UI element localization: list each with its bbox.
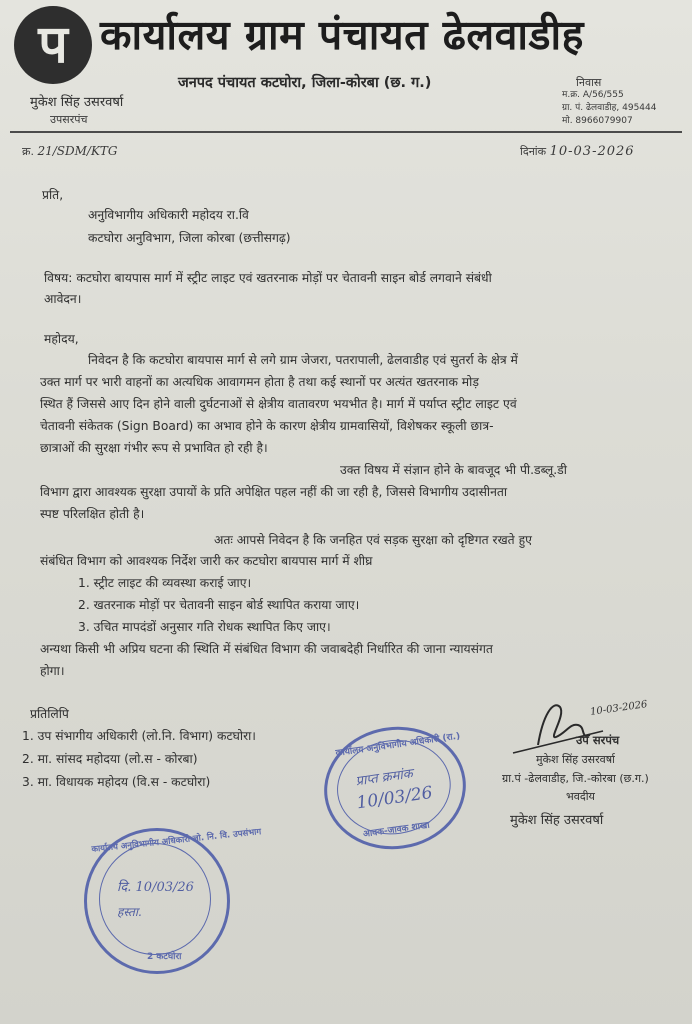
signatory-name-footer: मुकेश सिंह उसरवर्षा — [510, 813, 604, 828]
subject-line: आवेदन। — [44, 292, 82, 306]
residence-line: ग्रा. पं. ढेलवाडीह, 495444 — [562, 103, 657, 113]
sender-name-header: मुकेश सिंह उसरवर्षा — [30, 95, 124, 110]
para1-line: छात्राओं की सुरक्षा गंभीर रूप से प्रभावित हो रही है। — [40, 441, 268, 455]
seal-bottom-text: आवक-जावक शाखा — [362, 820, 431, 840]
received-seal-left — [84, 827, 262, 974]
signatory-role: उप सरपंच — [576, 733, 620, 747]
request-item: 1. स्ट्रीट लाइट की व्यवस्था कराई जाए। — [78, 576, 252, 590]
recipient-line: कटघोरा अनुविभाग, जिला कोरबा (छत्तीसगढ़) — [88, 231, 291, 245]
logo-glyph: प — [38, 15, 68, 75]
para1-line: निवेदन है कि कटघोरा बायपास मार्ग से लगे ग्राम जेजरा, पतरापाली, ढेलवाडीह एवं सुतर्रा के क्षेत्र में — [88, 353, 518, 367]
signature-date: 10-03-2026 — [589, 699, 649, 718]
para3-line: संबंधित विभाग को आवश्यक निर्देश जारी कर कटघोरा बायपास मार्ग में शीघ्र — [40, 554, 373, 568]
office-title: कार्यालय ग्राम पंचायत ढेलवाडीह — [100, 11, 584, 59]
closing-line: अन्यथा किसी भी अप्रिय घटना की स्थिति में संबंधित विभाग की जवाबदेही निर्धारित की जाना न्यायसंगत — [40, 642, 493, 656]
seal-hand-sign: हस्ता. — [117, 905, 142, 919]
seal-bottom-text: 2 कटघोरा — [147, 952, 182, 962]
seal-ring-text: कार्यालय अनुविभागीय अधिकारी (रा.) — [334, 731, 461, 759]
copy-to-item: 3. मा. विधायक महोदय (वि.स - कटघोरा) — [22, 775, 211, 789]
letter-date — [520, 144, 635, 159]
copy-to-item: 1. उप संभागीय अधिकारी (लो.नि. विभाग) कटघोरा। — [22, 729, 256, 743]
copy-to-item: 2. मा. सांसद महोदया (लो.स - कोरबा) — [22, 752, 198, 766]
date-value: 10-03-2026 — [549, 144, 635, 159]
para3-line: अतः आपसे निवेदन है कि जनहित एवं सड़क सुरक्षा को दृष्टिगत रखते हुए — [214, 533, 532, 547]
subject-line: विषय: कटघोरा बायपास मार्ग में स्ट्रीट लाइट एवं खतरनाक मोड़ों पर चेतावनी साइन बोर्ड लगवाने संबंधी — [44, 271, 492, 285]
residence-line: मो. 8966079907 — [562, 116, 633, 126]
date-label: दिनांक — [520, 145, 547, 158]
seal-hand-date: 10/03/26 — [355, 782, 434, 814]
signatory-name: मुकेश सिंह उसरवर्षा — [536, 753, 615, 766]
closing-word: भवदीय — [566, 790, 595, 803]
ref-label: क्र. — [22, 145, 34, 158]
office-subtitle: जनपद पंचायत कटघोरा, जिला-कोरबा (छ. ग.) — [178, 75, 432, 91]
received-seal-right — [316, 718, 474, 859]
para1-line: उक्त मार्ग पर भारी वाहनों का अत्यधिक आवागमन होता है तथा कई स्थानों पर अत्यंत खतरनाक मोड़ — [40, 375, 479, 389]
copy-to-label: प्रतिलिपि — [30, 707, 69, 721]
residence-line: म.क्र. A/56/555 — [562, 90, 624, 100]
para2-line: उक्त विषय में संज्ञान होने के बावजूद भी पी.डब्लू.डी — [340, 463, 567, 477]
seal-hand-date: दि. 10/03/26 — [117, 880, 194, 895]
seal-hand-label: प्राप्त क्रमांक — [354, 766, 414, 790]
header-divider — [10, 131, 682, 133]
to-label: प्रति, — [42, 188, 64, 202]
residence-label: निवास — [576, 76, 602, 89]
para1-line: स्थित हैं जिससे आए दिन होने वाली दुर्घटनाओं से क्षेत्रीय वातावरण भयभीत है। मार्ग में पर्याप्त स्ट्रीट लाइट एवं — [40, 397, 517, 411]
request-item: 2. खतरनाक मोड़ों पर चेतावनी साइन बोर्ड स्थापित कराया जाए। — [78, 598, 360, 612]
recipient-line: अनुविभागीय अधिकारी महोदय रा.वि — [88, 208, 249, 222]
para1-line: चेतावनी संकेतक (Sign Board) का अभाव होने के कारण क्षेत्रीय ग्रामवासियों, विशेषकर स्कूली छात्र- — [40, 419, 494, 433]
sender-role-header: उपसरपंच — [50, 113, 88, 126]
request-item: 3. उचित मापदंडों अनुसार गति रोधक स्थापित किए जाए। — [78, 620, 331, 634]
signatory-address: ग्रा.पं -ढेलवाडीह, जि.-कोरबा (छ.ग.) — [502, 772, 649, 785]
para2-line: विभाग द्वारा आवश्यक सुरक्षा उपायों के प्रति अपेक्षित पहल नहीं की जा रही है, जिससे विभागीय उदासीनता — [40, 485, 508, 499]
residence-block — [562, 76, 690, 128]
para2-line: स्पष्ट परिलक्षित होती है। — [40, 507, 145, 521]
salutation: महोदय, — [44, 332, 79, 346]
ref-value: 21/SDM/KTG — [37, 144, 118, 158]
panchayat-logo — [14, 6, 92, 84]
reference-number — [22, 144, 118, 159]
closing-line: होगा। — [40, 664, 65, 678]
seal-ring-text: कार्यालय अनुविभागीय अधिकारी लो. नि. वि. उपसंभाग — [90, 827, 262, 855]
